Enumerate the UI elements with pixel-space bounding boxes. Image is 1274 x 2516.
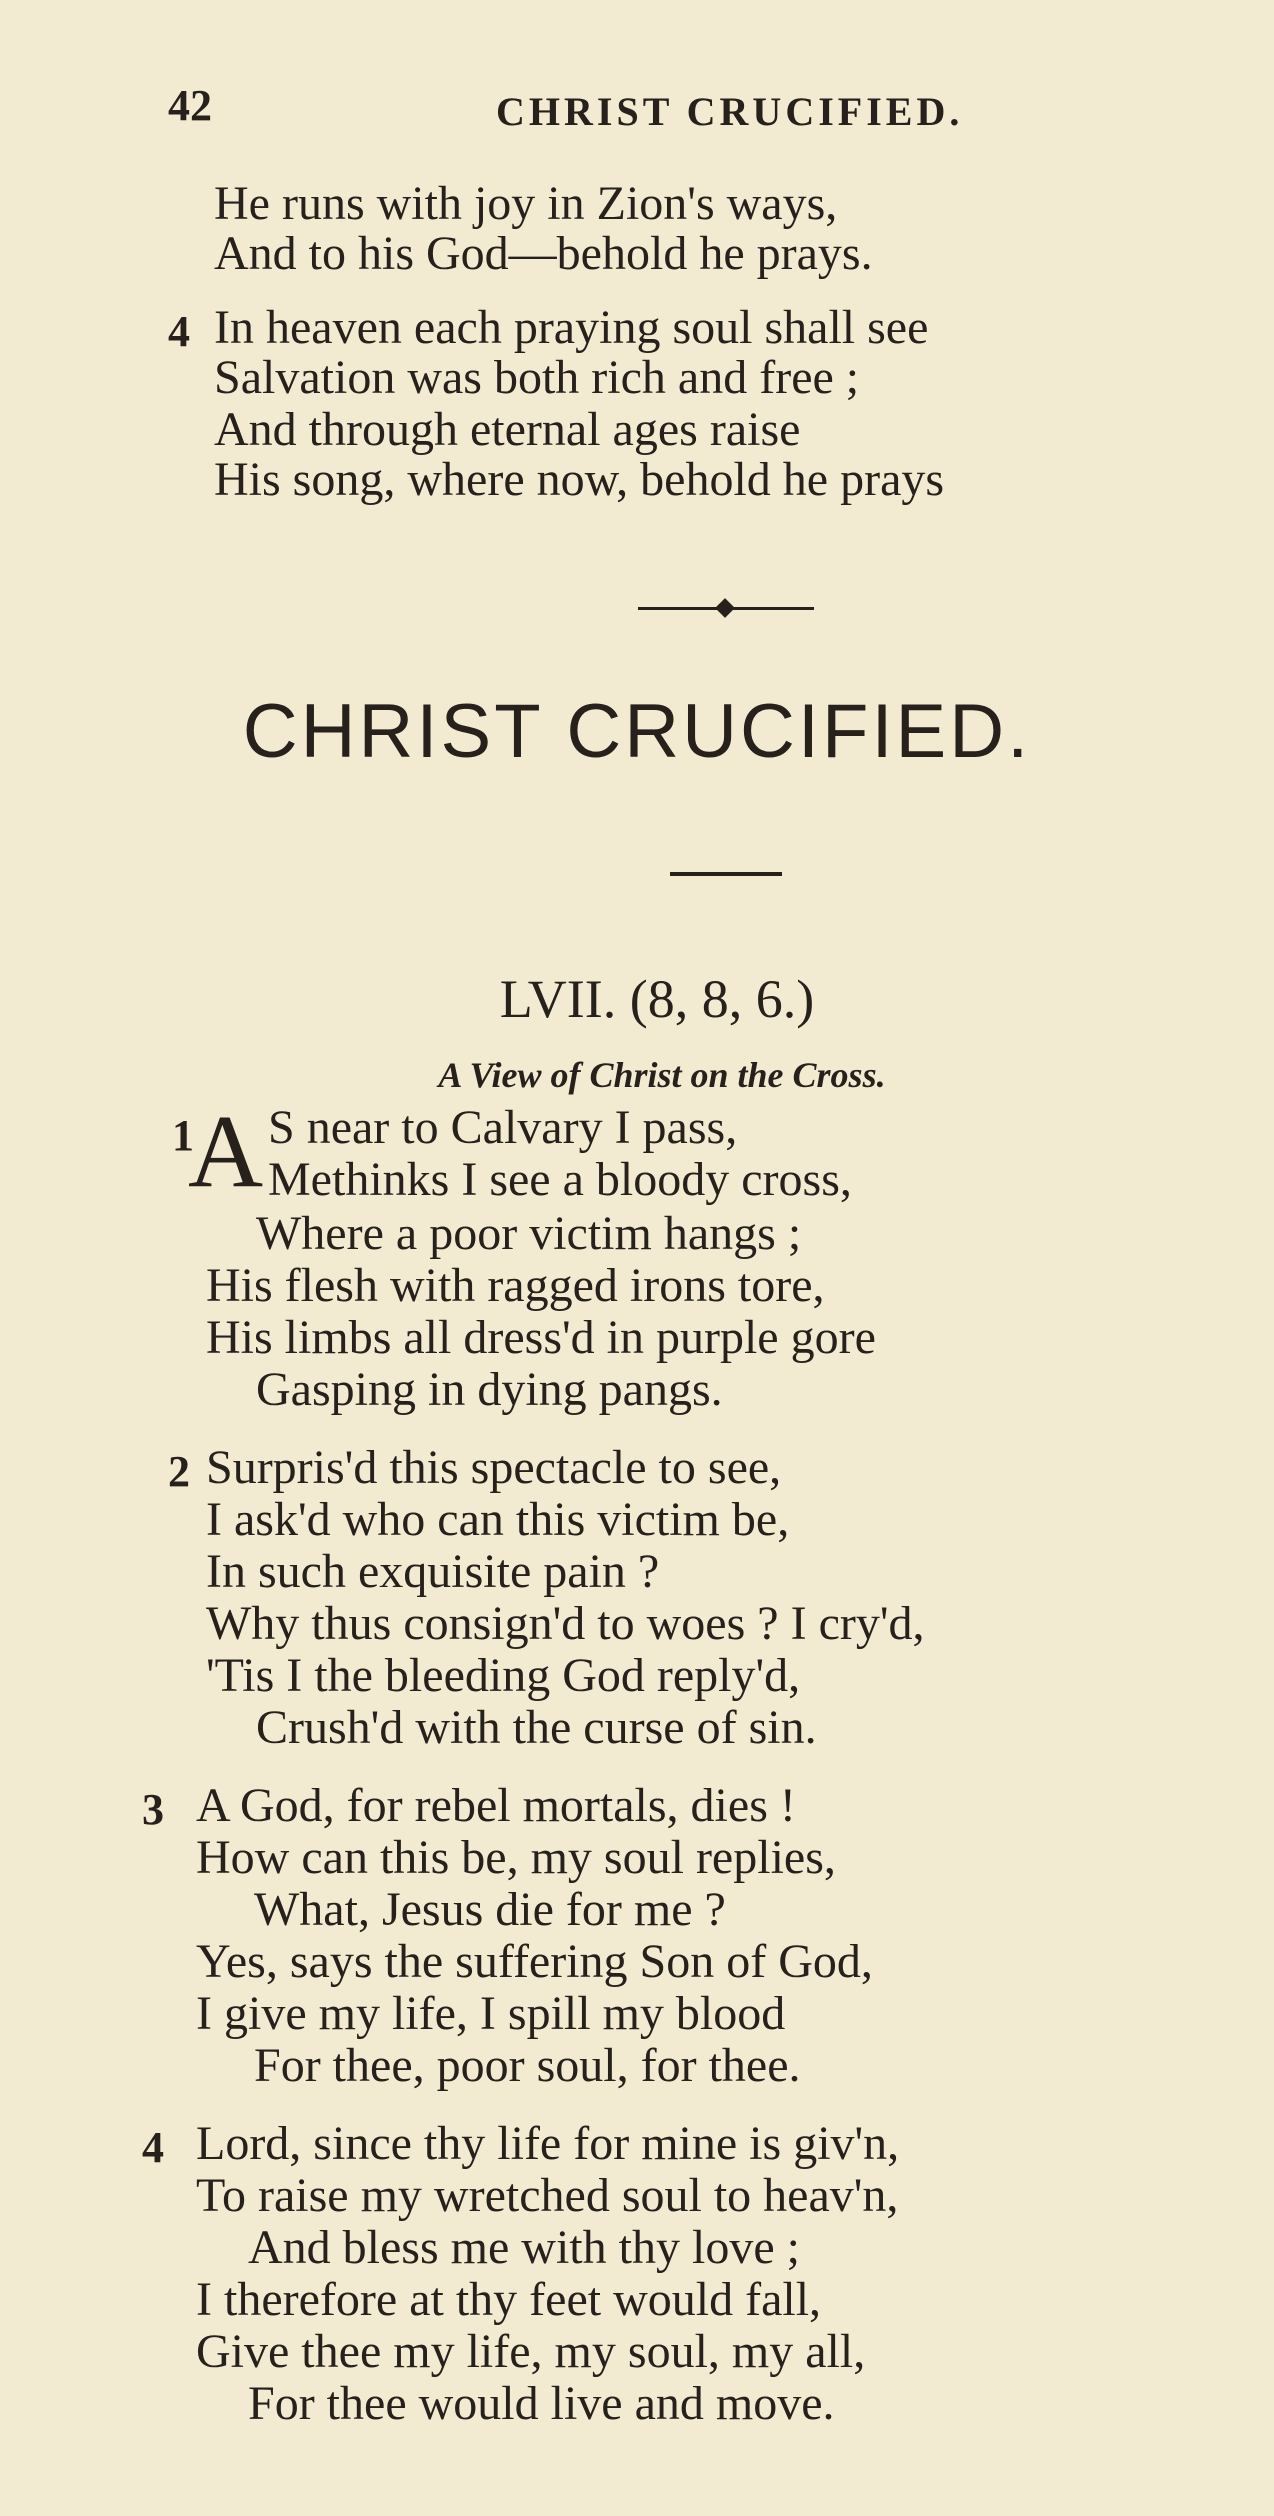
verse-line: Crush'd with the curse of sin. — [256, 1701, 817, 1754]
divider-ornament-diamond — [715, 598, 735, 618]
stanza-number: 4 — [142, 2123, 164, 2172]
verse-line: And bless me with thy love ; — [248, 2221, 800, 2274]
drop-cap: A — [188, 1094, 264, 1209]
verse-line: Salvation was both rich and free ; — [214, 351, 860, 404]
stanza-number: 1 — [172, 1111, 194, 1160]
section-title: CHRIST CRUCIFIED. — [242, 689, 1032, 774]
page-number: 42 — [168, 81, 212, 130]
verse-line: I give my life, I spill my blood — [196, 1987, 786, 2040]
verse-line: Where a poor victim hangs ; — [256, 1207, 802, 1260]
verse-line: 'Tis I the bleeding God reply'd, — [206, 1649, 801, 1702]
verse-line: Give thee my life, my soul, my all, — [196, 2325, 866, 2378]
hymn-subtitle: A View of Christ on the Cross. — [438, 1055, 886, 1095]
verse-line: His song, where now, behold he prays — [214, 453, 945, 506]
verse-line: In such exquisite pain ? — [206, 1545, 660, 1598]
running-title: CHRIST CRUCIFIED. — [496, 89, 964, 134]
verse-line: I therefore at thy feet would fall, — [196, 2273, 822, 2326]
stanza-number: 4 — [168, 307, 190, 356]
verse-line: What, Jesus die for me ? — [254, 1883, 726, 1936]
verse-line: And through eternal ages raise — [214, 403, 801, 456]
verse-line: Yes, says the suffering Son of God, — [196, 1935, 873, 1988]
stanza-number: 2 — [168, 1447, 190, 1496]
verse-line: His limbs all dress'd in purple gore — [206, 1311, 876, 1364]
verse-line: Why thus consign'd to woes ? I cry'd, — [206, 1597, 925, 1650]
verse-line: How can this be, my soul replies, — [196, 1831, 836, 1884]
verse-line: For thee, poor soul, for thee. — [254, 2039, 801, 2092]
verse-line: His flesh with ragged irons tore, — [206, 1259, 825, 1312]
verse-line: Gasping in dying pangs. — [256, 1363, 723, 1416]
section-rule — [670, 872, 782, 876]
verse-line: I ask'd who can this victim be, — [206, 1493, 790, 1546]
verse-line: Surpris'd this spectacle to see, — [206, 1441, 782, 1494]
stanza-number: 3 — [142, 1785, 164, 1834]
hymn-number: LVII. (8, 8, 6.) — [499, 969, 815, 1029]
verse-line: Lord, since thy life for mine is giv'n, — [196, 2117, 900, 2170]
verse-line: He runs with joy in Zion's ways, — [214, 177, 838, 230]
verse-line: In heaven each praying soul shall see — [214, 301, 929, 354]
verse-line: A God, for rebel mortals, dies ! — [196, 1779, 796, 1832]
verse-line: And to his God—behold he prays. — [214, 227, 873, 280]
verse-line: To raise my wretched soul to heav'n, — [196, 2169, 899, 2222]
verse-line: S near to Calvary I pass, — [268, 1101, 738, 1154]
verse-line: Methinks I see a bloody cross, — [268, 1153, 852, 1206]
verse-line: For thee would live and move. — [248, 2377, 835, 2430]
